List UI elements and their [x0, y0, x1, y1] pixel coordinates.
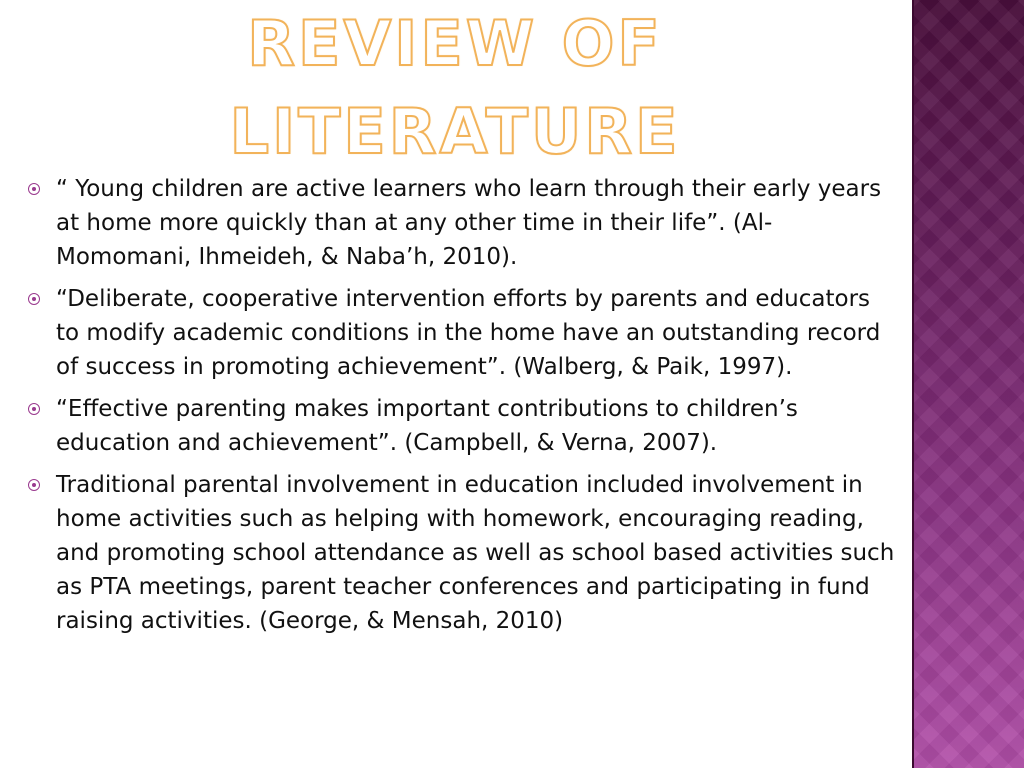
bullet-item [26, 468, 898, 638]
circle-dot-bullet-icon [28, 479, 40, 491]
slide-title-line-1: REVIEW OF [247, 7, 663, 80]
bullet-text: “ Young children are active learners who learn through their early years at home more quickly than at any other time in their life”. (Al-Momomani, Ihmeideh, & Naba’h, 2010). [56, 176, 882, 270]
bullet-item [26, 282, 898, 384]
bullet-item [26, 392, 898, 460]
bullet-text: “Deliberate, cooperative intervention efforts by parents and educators to modify academic conditions in the home have an outstanding record of success in promoting achievement”. (Walberg, & Paik, 1997). [56, 286, 881, 380]
circle-dot-bullet-icon [28, 183, 40, 195]
bullet-list [26, 172, 898, 646]
slide-title [180, 0, 730, 176]
decorative-side-panel [912, 0, 1024, 768]
bullet-text: Traditional parental involvement in education included involvement in home activities such as helping with homework, encouraging reading, and promoting school attendance as well as school based activities such as PTA meetings, parent teacher conferences and participating in fund raising activities. (George, & Mensah, 2010) [56, 472, 895, 634]
slide-title-line-2: LITERATURE [229, 95, 681, 168]
circle-dot-bullet-icon [28, 293, 40, 305]
bullet-item [26, 172, 898, 274]
bullet-text: “Effective parenting makes important contributions to children’s education and achievement”. (Campbell, & Verna, 2007). [56, 396, 798, 456]
circle-dot-bullet-icon [28, 403, 40, 415]
